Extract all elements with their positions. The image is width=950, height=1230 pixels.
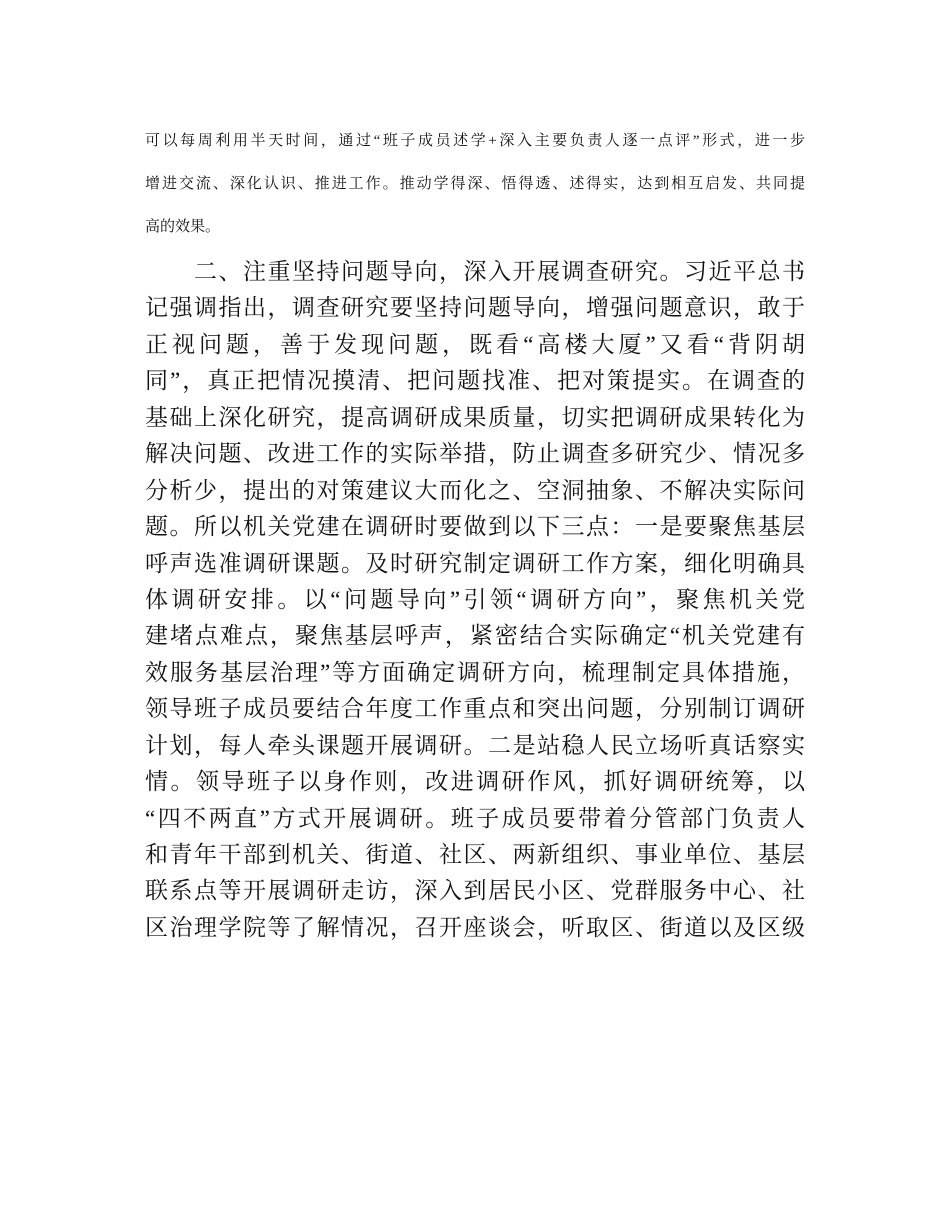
text-line: 呼声选准调研课题。及时研究制定调研工作方案，细化明确具 <box>145 550 805 576</box>
text-line: 计划，每人牵头课题开展调研。二是站稳人民立场听真话察实 <box>145 732 805 758</box>
text-line: 增进交流、深化认识、推进工作。推动学得深、悟得透、述得实，达到相互启发、共同提 <box>145 176 805 192</box>
text-line: 联系点等开展调研走访，深入到居民小区、党群服务中心、社 <box>145 878 805 904</box>
text-line: 高的效果。 <box>145 219 221 235</box>
text-line: 和青年干部到机关、街道、社区、两新组织、事业单位、基层 <box>145 842 805 867</box>
text-line: 分析少，提出的对策建议大而化之、空洞抽象、不解决实际问 <box>145 477 805 503</box>
text-line: 基础上深化研究，提高调研成果质量，切实把调研成果转化为 <box>145 404 805 430</box>
text-line: 体调研安排。以“问题导向”引领“调研方向”，聚焦机关党 <box>145 586 805 612</box>
text-line: 区治理学院等了解情况，召开座谈会，听取区、街道以及区级 <box>145 914 805 940</box>
text-line: 同”，真正把情况摸清、把问题找准、把对策提实。在调查的 <box>145 368 805 394</box>
text-line: 题。所以机关党建在调研时要做到以下三点：一是要聚焦基层 <box>145 514 805 540</box>
text-line: 二、注重坚持问题导向，深入开展调查研究。习近平总书 <box>145 259 805 284</box>
paragraph-2 <box>145 254 805 946</box>
text-line: “四不两直”方式开展调研。班子成员要带着分管部门负责人 <box>145 805 805 831</box>
text-line: 建堵点难点，聚焦基层呼声，紧密结合实际确定“机关党建有 <box>145 623 805 649</box>
text-line: 正视问题，善于发现问题，既看“高楼大厦”又看“背阴胡 <box>145 331 805 357</box>
text-line: 可以每周利用半天时间，通过“班子成员述学+深入主要负责人逐一点评”形式，进一步 <box>145 133 805 149</box>
text-line: 效服务基层治理”等方面确定调研方向，梳理制定具体措施， <box>145 659 805 685</box>
paragraph-1 <box>145 128 805 257</box>
text-line: 解决问题、改进工作的实际举措，防止调查多研究少、情况多 <box>145 441 805 467</box>
text-line: 记强调指出，调查研究要坚持问题导向，增强问题意识，敢于 <box>145 295 805 321</box>
text-line: 情。领导班子以身作则，改进调研作风，抓好调研统筹，以 <box>145 769 805 795</box>
text-line: 领导班子成员要结合年度工作重点和突出问题，分别制订调研 <box>145 696 805 722</box>
